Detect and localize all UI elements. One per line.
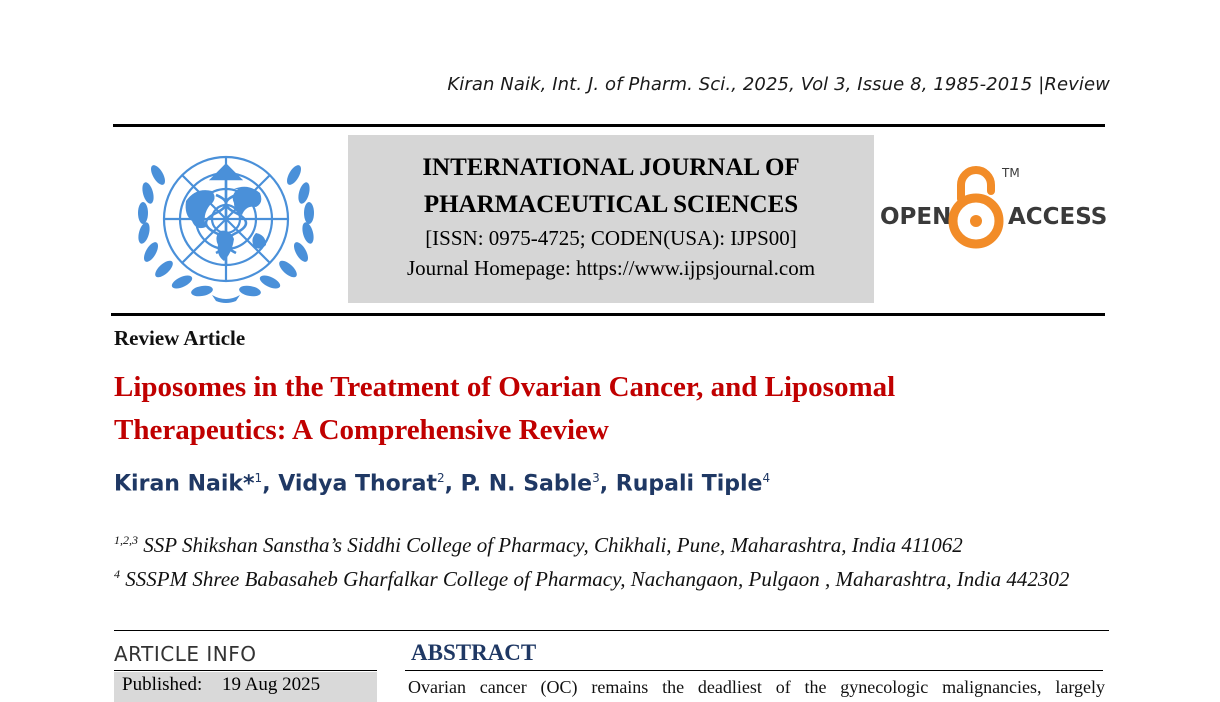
running-header: Kiran Naik, Int. J. of Pharm. Sci., 2025, Vol 3, Issue 8, 1985-2015 |Review: [447, 74, 1110, 95]
abstract-heading: ABSTRACT: [411, 640, 537, 665]
journal-title: [348, 149, 874, 223]
author-affil-marker: 1: [254, 471, 263, 485]
open-access-text-right: ACCESS: [1008, 204, 1108, 230]
open-access-text-left: OPEN: [880, 204, 952, 230]
author-list: [114, 471, 770, 496]
header-rule-bottom: [111, 313, 1105, 316]
affiliation: [114, 526, 1104, 560]
open-access-icon: [878, 163, 1108, 255]
journal-title-line-1: INTERNATIONAL JOURNAL OF: [422, 154, 800, 181]
journal-issn: [ISSN: 0975-4725; CODEN(USA): IJPS00]: [425, 226, 797, 250]
article-type: Review Article: [114, 326, 246, 350]
published-date: 19 Aug 2025: [222, 674, 321, 695]
header-rule-top: [113, 124, 1105, 127]
author-name: Vidya Thorat: [278, 471, 437, 497]
journal-homepage: Journal Homepage: https://www.ijpsjournal.com: [406, 256, 816, 280]
abstract-text: Ovarian cancer (OC) remains the deadliest of the gynecologic malignancies, largely: [408, 677, 1105, 697]
author-name: Kiran Naik*: [114, 471, 255, 497]
journal-masthead: [348, 135, 874, 303]
affiliation-text: SSSPM Shree Babasaheb Gharfalkar College of Pharmacy, Nachangaon, Pulgaon , Maharashtra, India 442302: [120, 567, 1070, 591]
article-title: [114, 366, 1104, 452]
author-name: P. N. Sable: [460, 471, 593, 497]
author-affil-marker: 2: [437, 471, 445, 485]
section-divider: [114, 630, 1109, 631]
affiliation: [114, 560, 1104, 594]
article-title-line-2: Therapeutics: A Comprehensive Review: [114, 414, 609, 446]
article-info-rule: [114, 670, 377, 671]
author-affil-marker: 4: [762, 471, 771, 485]
un-emblem-icon: [124, 135, 328, 307]
affiliations: [114, 526, 1104, 594]
published-info: [114, 672, 377, 702]
affiliation-marker: 4: [114, 567, 120, 581]
author-separator: ,: [262, 471, 279, 497]
journal-title-line-2: PHARMACEUTICAL SCIENCES: [423, 191, 799, 218]
article-info-heading: ARTICLE INFO: [114, 642, 257, 666]
affiliation-marker: 1,2,3: [114, 533, 138, 547]
author-separator: ,: [599, 471, 616, 497]
open-access-tm: TM: [1002, 166, 1020, 180]
author-affil-marker: 3: [592, 471, 600, 485]
published-label: Published:: [122, 674, 203, 695]
author-separator: ,: [444, 471, 461, 497]
article-title-line-1: Liposomes in the Treatment of Ovarian Cancer, and Liposomal: [114, 371, 896, 403]
author-name: Rupali Tiple: [615, 471, 763, 497]
abstract-rule: [405, 670, 1103, 671]
affiliation-text: SSP Shikshan Sanstha’s Siddhi College of Pharmacy, Chikhali, Pune, Maharashtra, India 411062: [138, 533, 963, 557]
